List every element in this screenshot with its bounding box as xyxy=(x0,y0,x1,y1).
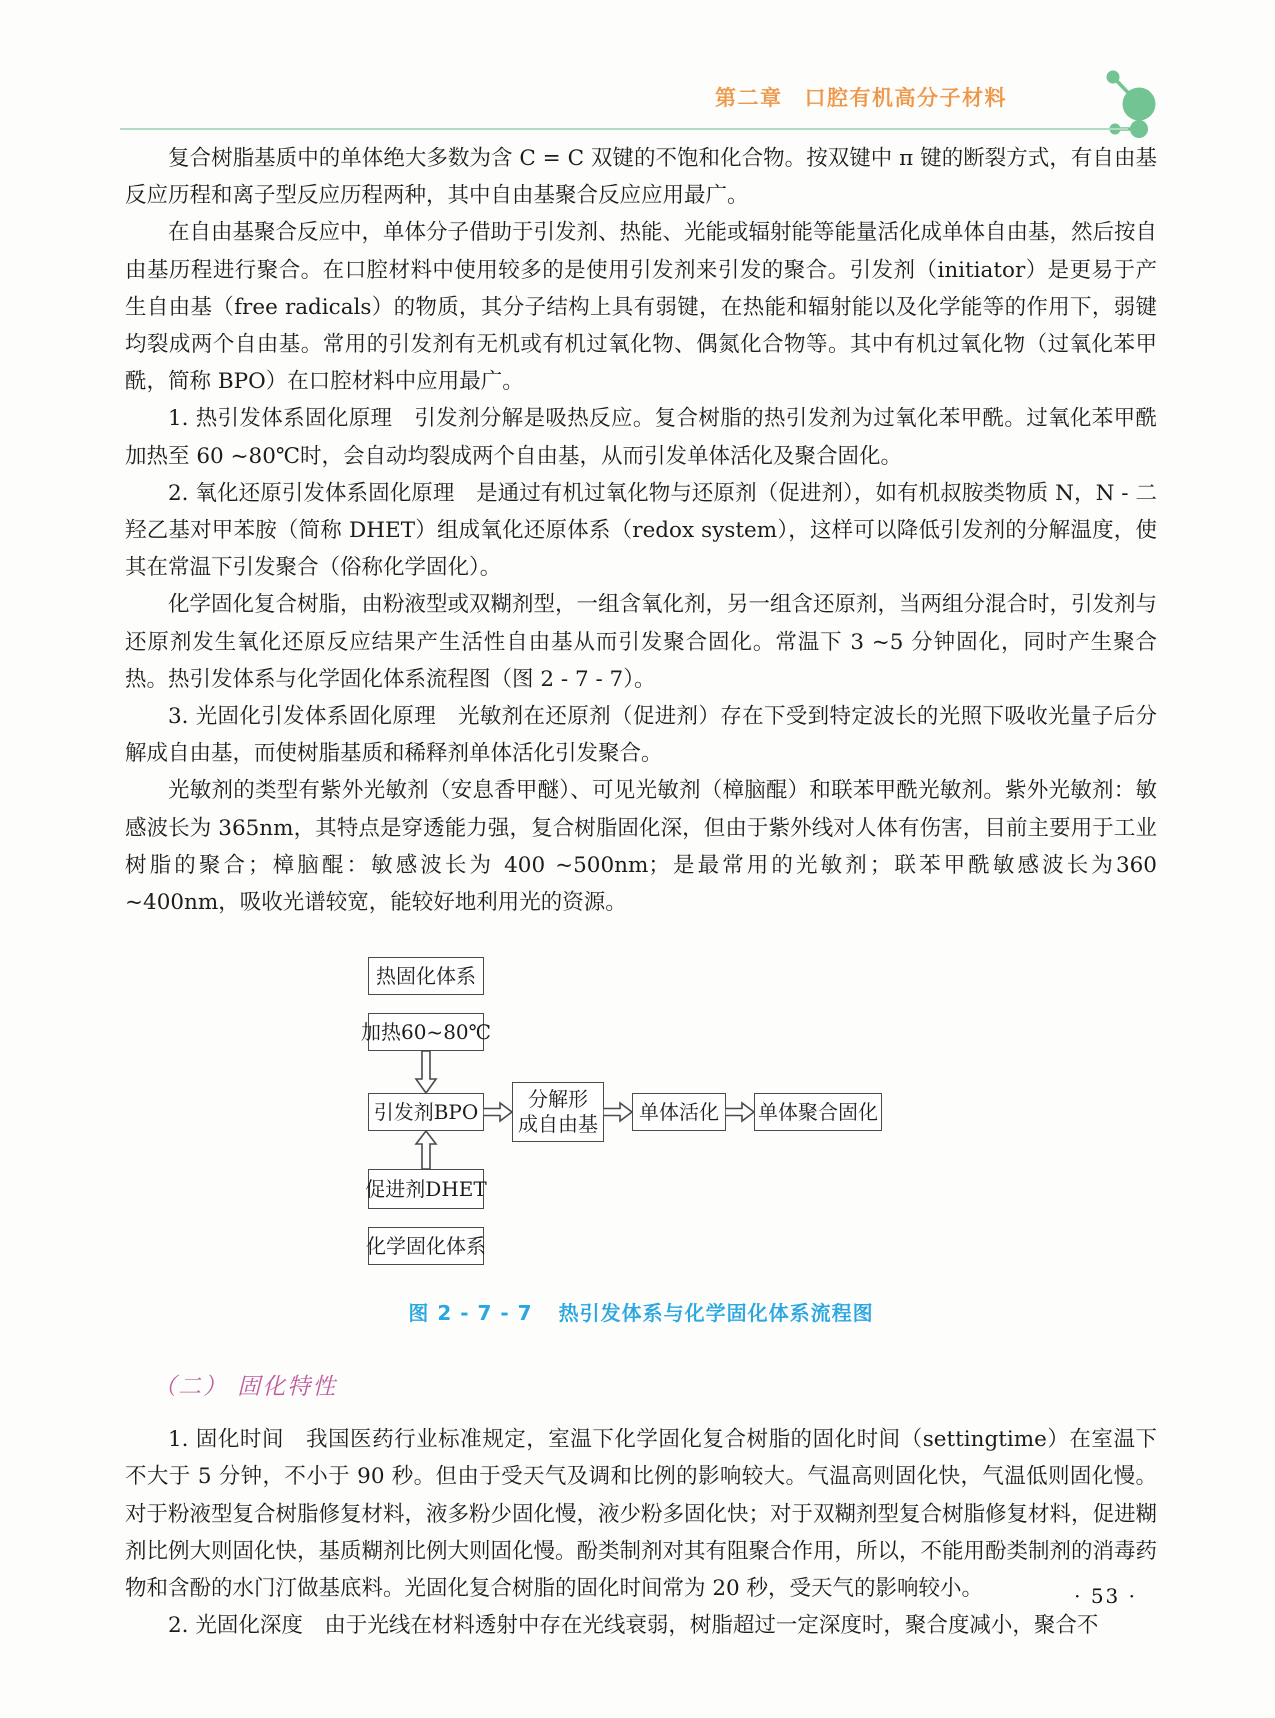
chapter-number: 第二章 xyxy=(715,86,783,110)
flowchart-box-initiator-bpo: 引发剂BPO xyxy=(368,1093,484,1131)
header-divider xyxy=(120,128,1128,130)
page-content xyxy=(125,140,1157,1644)
flowchart-box-decompose-line1: 分解形 xyxy=(528,1087,588,1112)
paragraph: 光敏剂的类型有紫外光敏剂（安息香甲醚）、可见光敏剂（樟脑醌）和联苯甲酰光敏剂。紫外光敏剂：敏感波长为 365nm，其特点是穿透能力强，复合树脂固化深，但由于紫外线对人体有伤害，目前主要用于工业树脂的聚合；樟脑醌：敏感波长为 400 ~500nm；是最常用的光敏剂；联苯甲酰敏感波长为360 ~400nm，吸收光谱较宽，能较好地利用光的资源。 xyxy=(125,778,1157,916)
molecule-decoration-icon xyxy=(1101,58,1165,144)
arrow-down-icon xyxy=(411,1051,441,1094)
numbered-paragraph-setting-time: 1. 固化时间 我国医药行业标准规定，室温下化学固化复合树脂的固化时间（settingtime）在室温下不大于 5 分钟，不小于 90 秒。但由于受天气及调和比例的影响较大。气温高则固化快，气温低则固化慢。对于粉液型复合树脂修复材料，液多粉少固化慢，液少粉多固化快；对于双糊剂型复合树脂修复材料，促进糊剂比例大则固化快，基质糊剂比例大则固化慢。酚类制剂对其有阻聚合作用，所以，不能用酚类制剂的消毒药物和含酚的水门汀做基底料。光固化复合树脂的固化时间常为 20 秒，受天气的影响较小。 xyxy=(125,1427,1158,1602)
flowchart-box-heating: 加热60~80℃ xyxy=(368,1013,484,1051)
paragraph: 在自由基聚合反应中，单体分子借助于引发剂、热能、光能或辐射能等能量活化成单体自由基，然后按自由基历程进行聚合。在口腔材料中使用较多的是使用引发剂来引发的聚合。引发剂（initiator）是更易于产生自由基（free radicals）的物质，其分子结构上具有弱键，在热能和辐射能以及化学能等的作用下，弱键均裂成两个自由基。常用的引发剂有无机或有机过氧化物、偶氮化合物等。其中有机过氧化物（过氧化苯甲酰，简称 BPO）在口腔材料中应用最广。 xyxy=(125,220,1158,395)
figure-caption xyxy=(125,1297,1157,1326)
arrow-right-icon xyxy=(725,1101,755,1123)
page-number: · 53 · xyxy=(1074,1584,1137,1608)
arrow-right-icon xyxy=(603,1101,633,1123)
section-heading: （二） 固化特性 xyxy=(153,1374,338,1401)
arrow-up-icon xyxy=(411,1131,441,1169)
figure-label: 图 2 - 7 - 7 xyxy=(408,1301,533,1326)
arrow-right-icon xyxy=(483,1101,513,1123)
figure-title: 热引发体系与化学固化体系流程图 xyxy=(558,1301,874,1326)
flowchart-box-chemical-system: 化学固化体系 xyxy=(368,1227,484,1265)
flowchart-box-decompose-line2: 成自由基 xyxy=(518,1112,598,1137)
chapter-title: 口腔有机高分子材料 xyxy=(804,86,1007,110)
flowchart-figure xyxy=(125,951,1157,1271)
paragraph: 化学固化复合树脂，由粉液型或双糊剂型，一组含氧化剂，另一组含还原剂，当两组分混合时，引发剂与还原剂发生氧化还原反应结果产生活性自由基从而引发聚合固化。常温下 3 ~5 分钟固化，同时产生聚合热。热引发体系与化学固化体系流程图（图 2 - 7 - 7）。 xyxy=(125,592,1158,692)
flowchart-box-thermal-system: 热固化体系 xyxy=(368,957,484,995)
numbered-paragraph-light-curing: 3. 光固化引发体系固化原理 光敏剂在还原剂（促进剂）存在下受到特定波长的光照下吸收光量子后分解成自由基，而使树脂基质和稀释剂单体活化引发聚合。 xyxy=(125,704,1157,767)
flowchart-box-monomer-polymerization: 单体聚合固化 xyxy=(754,1093,882,1131)
paragraph: 复合树脂基质中的单体绝大多数为含 C = C 双键的不饱和化合物。按双键中 π 键的断裂方式，有自由基反应历程和离子型反应历程两种，其中自由基聚合反应应用最广。 xyxy=(125,146,1157,209)
chapter-header xyxy=(715,82,1007,112)
flowchart-box-monomer-activation: 单体活化 xyxy=(632,1093,726,1131)
numbered-paragraph-curing-depth: 2. 光固化深度 由于光线在材料透射中存在光线衰弱，树脂超过一定深度时，聚合度减小，聚合不 xyxy=(168,1613,1099,1639)
flowchart-box-promoter-dhet: 促进剂DHET xyxy=(368,1169,484,1209)
flowchart-box-decompose xyxy=(512,1082,604,1142)
numbered-paragraph-thermal-initiation: 1. 热引发体系固化原理 引发剂分解是吸热反应。复合树脂的热引发剂为过氧化苯甲酰。过氧化苯甲酰加热至 60 ~80℃时，会自动均裂成两个自由基，从而引发单体活化及聚合固化。 xyxy=(125,406,1157,469)
numbered-paragraph-redox-initiation: 2. 氧化还原引发体系固化原理 是通过有机过氧化物与还原剂（促进剂），如有机叔胺类物质 N，N - 二羟乙基对甲苯胺（简称 DHET）组成氧化还原体系（redox system），这样可以降低引发剂的分解温度，使其在常温下引发聚合（俗称化学固化）。 xyxy=(125,480,1157,581)
